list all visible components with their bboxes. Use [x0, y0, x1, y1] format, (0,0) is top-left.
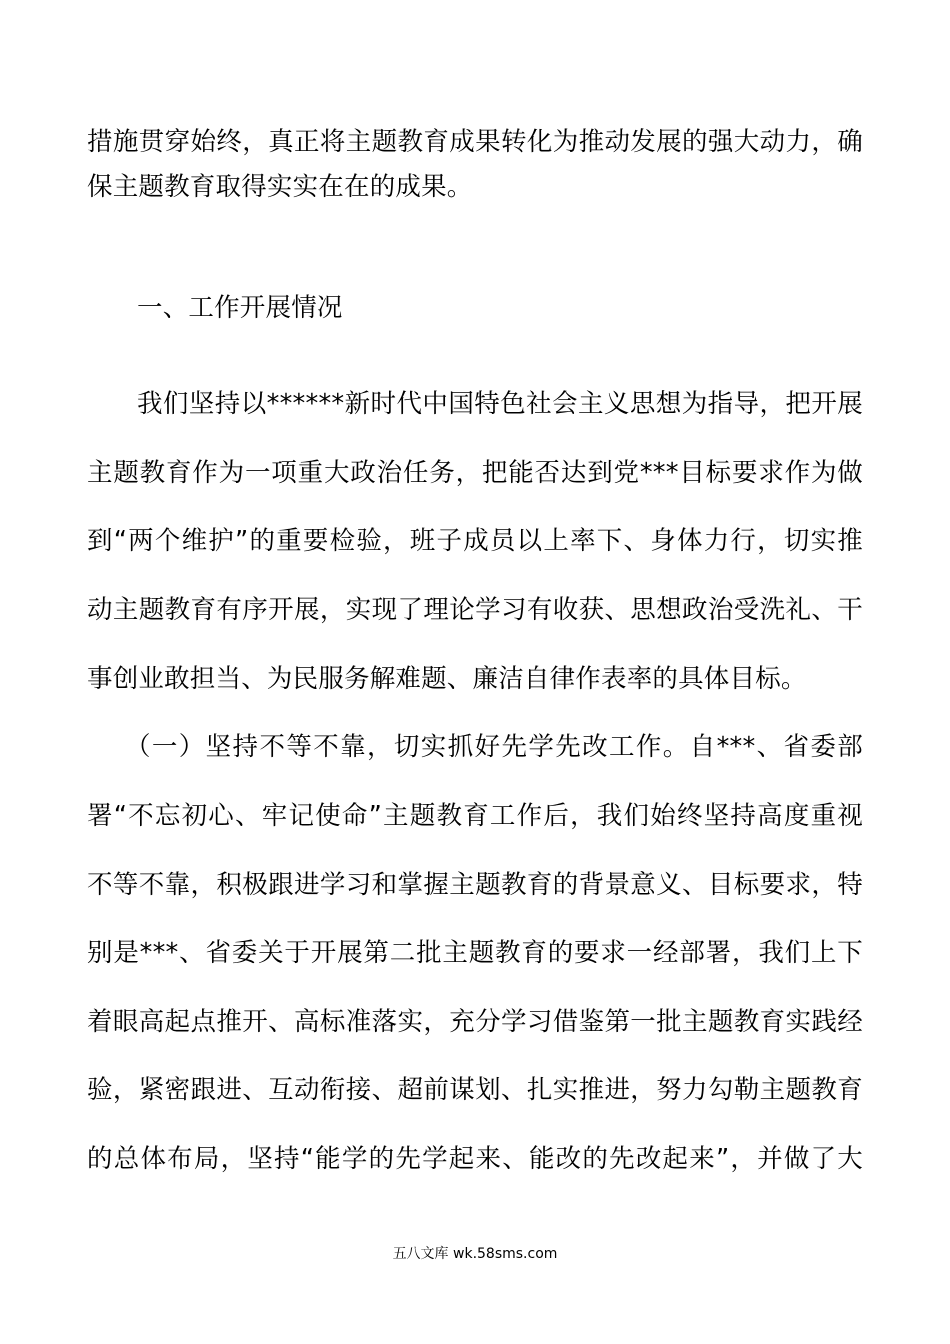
- body-text-line: 事创业敢担当、为民服务解难题、廉洁自律作表率的具体目标。: [87, 664, 807, 694]
- body-text-line: 到“两个维护”的重要检验，班子成员以上率下、身体力行，切实推: [87, 526, 863, 556]
- body-text-line: 保主题教育取得实实在在的成果。: [87, 172, 473, 202]
- body-text-line: 的总体布局，坚持“能学的先学起来、能改的先改起来”，并做了大: [87, 1144, 863, 1174]
- footer-watermark: 五八文库 wk.58sms.com: [392, 1246, 558, 1262]
- body-text-line: 别是***、省委关于开展第二批主题教育的要求一经部署，我们上下: [87, 938, 863, 968]
- body-text-line: 措施贯穿始终，真正将主题教育成果转化为推动发展的强大动力，确: [87, 127, 863, 157]
- body-text-line: 署“不忘初心、牢记使命”主题教育工作后，我们始终坚持高度重视: [87, 801, 863, 831]
- section-heading: 一、工作开展情况: [137, 293, 343, 323]
- subsection-heading-line: （一）坚持不等不靠，切实抓好先学先改工作。自***、省委部: [125, 732, 863, 762]
- body-text-line: 不等不靠，积极跟进学习和掌握主题教育的背景意义、目标要求，特: [87, 870, 863, 900]
- body-text-line: 我们坚持以******新时代中国特色社会主义思想为指导，把开展: [137, 389, 863, 419]
- body-text-line: 着眼高起点推开、高标准落实，充分学习借鉴第一批主题教育实践经: [87, 1007, 863, 1037]
- body-text-line: 动主题教育有序开展，实现了理论学习有收获、思想政治受洗礼、干: [87, 595, 863, 625]
- body-text-line: 验，紧密跟进、互动衔接、超前谋划、扎实推进，努力勾勒主题教育: [87, 1075, 863, 1105]
- body-text-line: 主题教育作为一项重大政治任务，把能否达到党***目标要求作为做: [87, 458, 863, 488]
